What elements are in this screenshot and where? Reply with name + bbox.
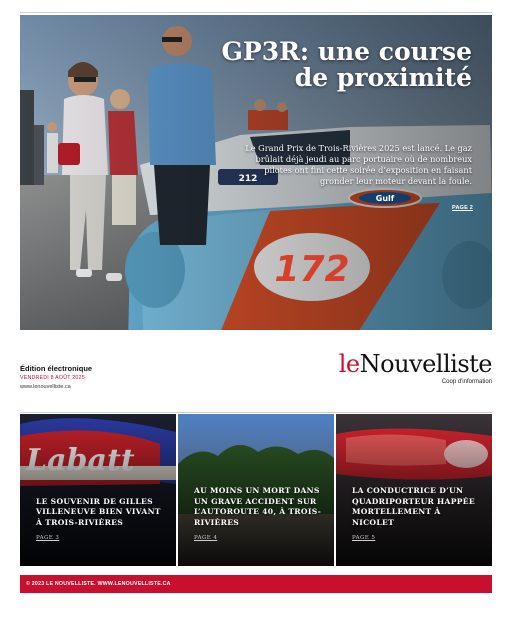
copyright-text: © 2023 LE NOUVELLISTE. WWW.LENOUVELLISTE.CA: [26, 581, 171, 587]
car-number: 172: [274, 249, 350, 290]
logo-tagline: Coop d'information: [441, 379, 492, 385]
edition-label: Édition électronique: [20, 364, 93, 373]
edition-info: [20, 364, 92, 390]
teaser-card-3[interactable]: [336, 414, 492, 566]
plate-number: 212: [238, 174, 258, 184]
hero-text: Le Grand Prix de Trois-Rivières 2025 est lancé. Le gaz brûlait déjà jeudi au parc portuaire où de nombreux pilotes ont fini cette soirée d’exposition en faisant gronder leur moteur devant la foule.: [245, 143, 472, 186]
logo-le: le: [338, 350, 360, 378]
section-divider: [20, 412, 492, 413]
hero-page-link[interactable]: PAGE 2: [452, 205, 473, 211]
footer-bar: [20, 575, 492, 593]
teaser-page-1[interactable]: PAGE 3: [36, 535, 60, 541]
teaser-card-2[interactable]: [178, 414, 334, 566]
logo-wordmark: [339, 350, 492, 378]
site-url[interactable]: www.lenouvelliste.ca: [20, 384, 71, 390]
teaser-photo-1: [20, 414, 176, 566]
teaser-page-3[interactable]: PAGE 5: [352, 535, 376, 541]
hero-story[interactable]: [20, 15, 492, 330]
teaser-card-1[interactable]: [20, 414, 176, 566]
teaser-title-2[interactable]: AU MOINS UN MORT DANS UN GRAVE ACCIDENT SUR L’AUTOROUTE 40, À TROIS-RIVIÈRES: [194, 486, 322, 527]
edition-date: VENDREDI 8 AOÛT 2025: [20, 375, 85, 381]
hero-title[interactable]: GP3R: une course de proximité: [221, 37, 472, 92]
logo-rest: Nouvelliste: [359, 350, 492, 378]
top-divider: [20, 12, 492, 13]
teaser-title-3[interactable]: LA CONDUCTRICE D’UN QUADRIPORTEUR HAPPÉE MORTELLEMENT À NICOLET: [352, 486, 475, 527]
gulf-logo-text: Gulf: [375, 194, 395, 203]
teaser-title-1[interactable]: LE SOUVENIR DE GILLES VILLENEUVE BIEN VIVANT À TROIS-RIVIÈRES: [36, 496, 161, 527]
teaser-page-2[interactable]: PAGE 4: [194, 535, 218, 541]
le-nouvelliste-logo[interactable]: [339, 350, 492, 385]
